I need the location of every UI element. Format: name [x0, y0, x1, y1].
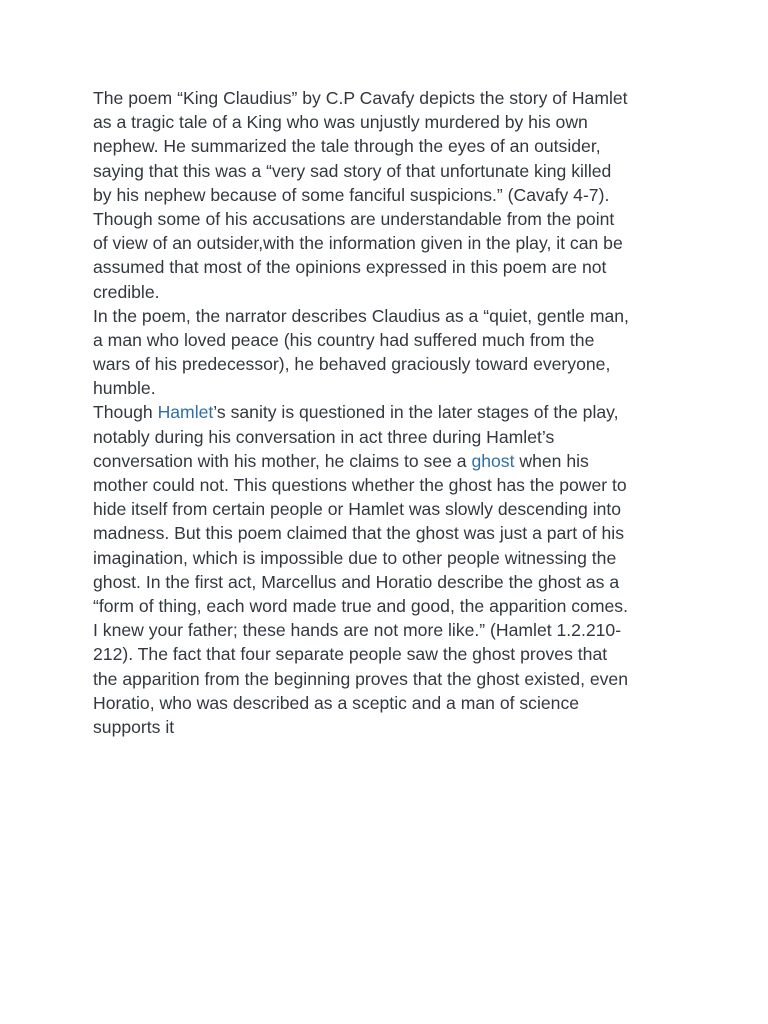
text-line: I knew your father; these hands are not more like.” (Hamlet 1.2.210- — [93, 620, 622, 641]
ghost-link[interactable]: ghost — [471, 450, 515, 471]
text-line: wars of his predecessor), he behaved graciously toward everyone, — [93, 354, 611, 375]
text-line: saying that this was a “very sad story of that unfortunate king killed — [93, 160, 612, 181]
paragraph-intro — [93, 86, 685, 304]
text-line: In the poem, the narrator describes Claudius as a “quiet, gentle man, — [93, 305, 629, 326]
text-line: imagination, which is impossible due to other people witnessing the — [93, 547, 617, 568]
document-body — [93, 86, 685, 739]
text-segment: Though — [93, 402, 158, 423]
text-line: credible. — [93, 281, 160, 302]
text-line: of view of an outsider,with the information given in the play, it can be — [93, 233, 623, 254]
text-line: ghost. In the first act, Marcellus and Horatio describe the ghost as a — [93, 571, 620, 592]
text-line: 212). The fact that four separate people saw the ghost proves that — [93, 644, 608, 665]
text-line: Horatio, who was described as a sceptic and a man of science — [93, 692, 580, 713]
paragraph-ghost — [93, 400, 685, 739]
text-line: humble. — [93, 378, 156, 399]
text-line: mother could not. This questions whether the ghost has the power to — [93, 475, 627, 495]
text-line: as a tragic tale of a King who was unjustly murdered by his own — [93, 112, 588, 133]
text-line — [93, 400, 685, 424]
text-line: by his nephew because of some fanciful suspicions.” (Cavafy 4-7). — [93, 184, 610, 205]
text-line: madness. But this poem claimed that the ghost was just a part of his — [93, 523, 625, 544]
paragraph-claudius — [93, 304, 685, 401]
text-segment: when his — [514, 450, 589, 471]
text-line: a man who loved peace (his country had suffered much from the — [93, 329, 595, 350]
text-line: assumed that most of the opinions expressed in this poem are not — [93, 257, 607, 278]
text-line: hide itself from certain people or Hamlet was slowly descending into — [93, 499, 622, 520]
hamlet-link[interactable]: Hamlet — [157, 402, 214, 423]
text-line: Though some of his accusations are understandable from the point — [93, 208, 615, 229]
text-segment: conversation with his mother, he claims to see a — [93, 450, 472, 471]
text-line: nephew. He summarized the tale through the eyes of an outsider, — [93, 136, 601, 157]
text-line: supports it — [93, 716, 175, 737]
text-line: the apparition from the beginning proves that the ghost existed, even — [93, 668, 629, 689]
text-segment: ’s sanity is questioned in the later stages of the play, — [213, 402, 619, 423]
text-line — [93, 449, 685, 473]
text-line: The poem “King Claudius” by C.P Cavafy depicts the story of Hamlet — [93, 88, 628, 108]
text-line: “form of thing, each word made true and good, the apparition comes. — [93, 595, 628, 616]
text-line: notably during his conversation in act three during Hamlet’s — [93, 426, 555, 447]
